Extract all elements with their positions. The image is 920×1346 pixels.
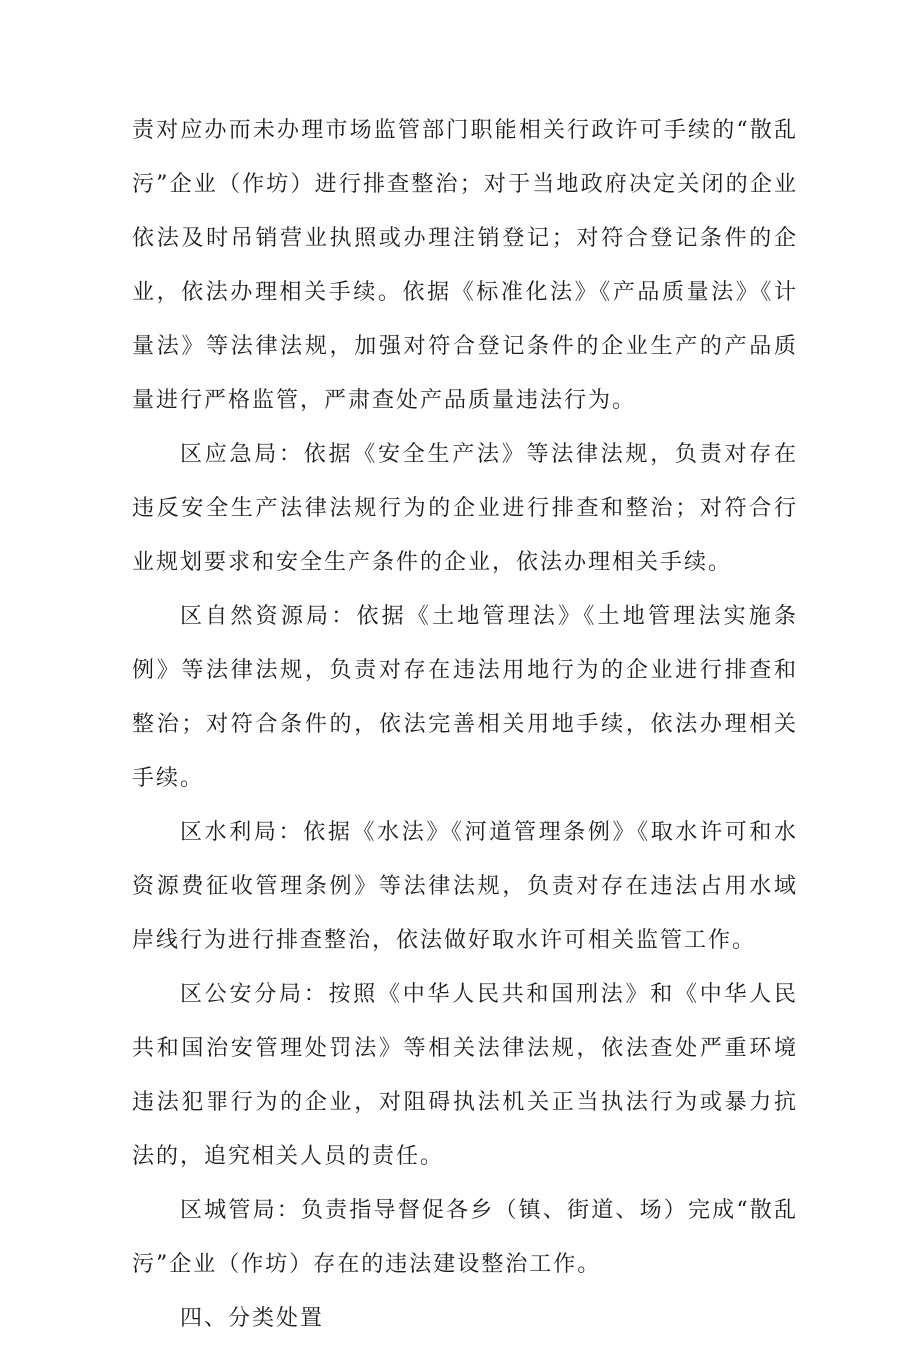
paragraph-public-security-bureau: 区公安分局：按照《中华人民共和国刑法》和《中华人民共和国治安管理处罚法》等相关法律法规，依法查处严重环境违法犯罪行为的企业，对阻碍执法机关正当执法行为或暴力抗法的，追究相关人员的责任。: [132, 982, 798, 1169]
paragraph-emergency-bureau: 区应急局：依据《安全生产法》等法律法规，负责对存在违反安全生产法律法规行为的企业进行排查和整治；对符合行业规划要求和安全生产条件的企业，依法办理相关手续。: [132, 442, 798, 575]
paragraph-natural-resources-bureau: 区自然资源局：依据《土地管理法》《土地管理法实施条例》等法律法规，负责对存在违法用地行为的企业进行排查和整治；对符合条件的，依法完善相关用地手续，依法办理相关手续。: [132, 604, 798, 791]
paragraph-water-resources-bureau: 区水利局：依据《水法》《河道管理条例》《取水许可和水资源费征收管理条例》等法律法规，负责对存在违法占用水域岸线行为进行排查整治，依法做好取水许可相关监管工作。: [132, 820, 798, 953]
paragraph-market-supervision-continued: 责对应办而未办理市场监管部门职能相关行政许可手续的“散乱污”企业（作坊）进行排查整治；对于当地政府决定关闭的企业依法及时吊销营业执照或办理注销登记；对符合登记条件的企业，依法办理相关手续。依据《标准化法》《产品质量法》《计量法》等法律法规，加强对符合登记条件的企业生产的产品质量进行严格监管，严肃查处产品质量违法行为。: [132, 118, 798, 413]
document-body: [132, 104, 798, 1346]
section-heading: 四、分类处置: [180, 1306, 325, 1331]
paragraph-urban-management-bureau: 区城管局：负责指导督促各乡（镇、街道、场）完成“散乱污”企业（作坊）存在的违法建设整治工作。: [132, 1198, 798, 1277]
